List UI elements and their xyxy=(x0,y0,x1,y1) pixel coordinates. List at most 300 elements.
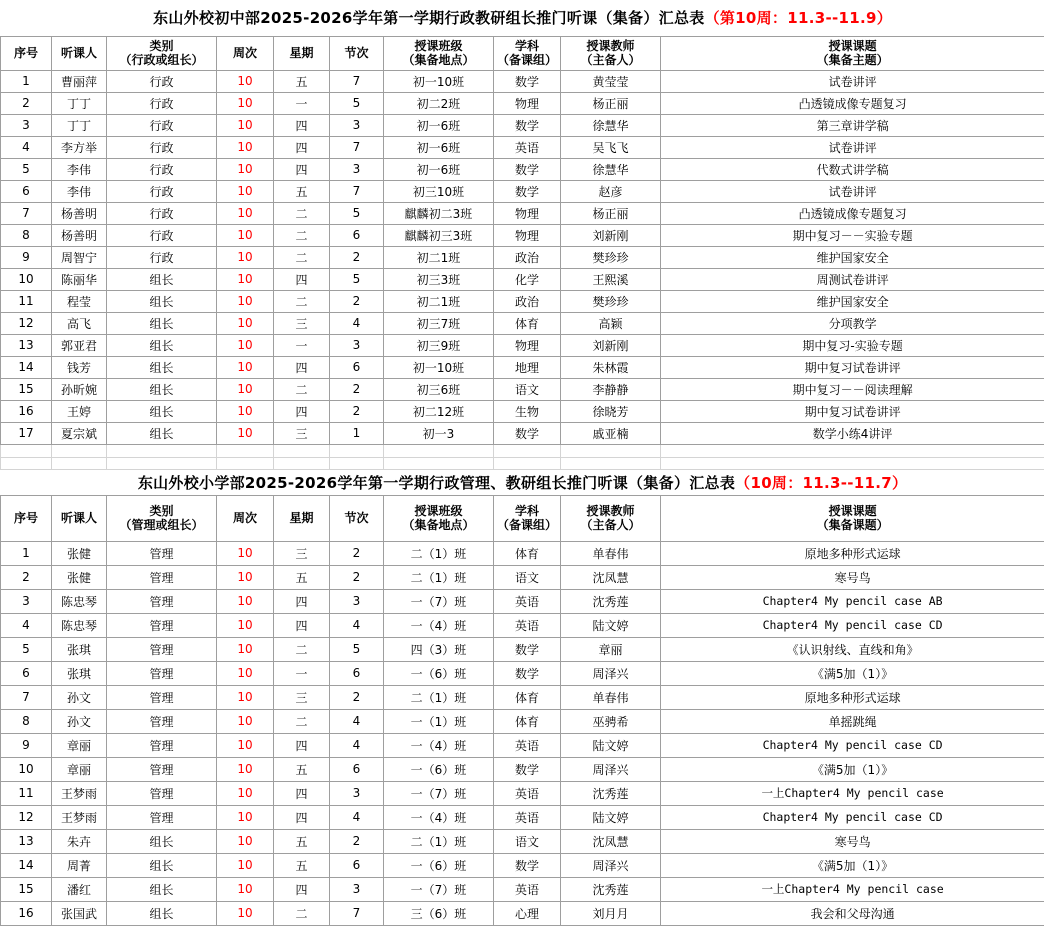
cell-subject[interactable]: 数学 xyxy=(494,637,561,661)
cell-category[interactable]: 组长 xyxy=(107,312,217,334)
cell-weekday[interactable]: 二 xyxy=(274,901,330,925)
table1-header-teacher[interactable] xyxy=(561,36,661,70)
cell-week[interactable]: 10 xyxy=(217,661,274,685)
cell-index[interactable]: 6 xyxy=(1,661,52,685)
cell-teacher[interactable]: 陆文婷 xyxy=(561,805,661,829)
cell-period[interactable]: 2 xyxy=(330,378,384,400)
cell-topic[interactable]: 期中复习-实验专题 xyxy=(661,334,1044,356)
cell-subject[interactable]: 数学 xyxy=(494,757,561,781)
cell-subject[interactable]: 英语 xyxy=(494,805,561,829)
cell-index[interactable]: 1 xyxy=(1,70,52,92)
cell-subject[interactable]: 心理 xyxy=(494,901,561,925)
cell-teacher[interactable]: 樊珍珍 xyxy=(561,290,661,312)
cell-class[interactable]: 二（1）班 xyxy=(384,541,494,565)
cell-teacher[interactable]: 黄莹莹 xyxy=(561,70,661,92)
cell-index[interactable]: 13 xyxy=(1,829,52,853)
cell-category[interactable]: 管理 xyxy=(107,709,217,733)
cell-class[interactable]: 一（6）班 xyxy=(384,661,494,685)
cell-class[interactable]: 一（6）班 xyxy=(384,757,494,781)
cell-teacher[interactable]: 徐晓芳 xyxy=(561,400,661,422)
cell-period[interactable]: 6 xyxy=(330,224,384,246)
cell-weekday[interactable]: 二 xyxy=(274,224,330,246)
cell-class[interactable]: 初三7班 xyxy=(384,312,494,334)
cell-weekday[interactable]: 五 xyxy=(274,180,330,202)
cell-period[interactable]: 6 xyxy=(330,853,384,877)
cell-period[interactable]: 2 xyxy=(330,685,384,709)
cell-category[interactable]: 管理 xyxy=(107,637,217,661)
cell-listener[interactable]: 高飞 xyxy=(52,312,107,334)
cell-index[interactable]: 4 xyxy=(1,136,52,158)
cell-topic[interactable]: 期中复习－－实验专题 xyxy=(661,224,1044,246)
cell-week[interactable]: 10 xyxy=(217,334,274,356)
cell-period[interactable]: 3 xyxy=(330,158,384,180)
cell-week[interactable]: 10 xyxy=(217,202,274,224)
cell-class[interactable]: 一（4）班 xyxy=(384,805,494,829)
blank-cell[interactable] xyxy=(661,457,1044,469)
cell-listener[interactable]: 王梦雨 xyxy=(52,805,107,829)
cell-week[interactable]: 10 xyxy=(217,853,274,877)
cell-index[interactable]: 10 xyxy=(1,268,52,290)
cell-teacher[interactable]: 高颖 xyxy=(561,312,661,334)
cell-category[interactable]: 管理 xyxy=(107,733,217,757)
cell-teacher[interactable]: 陆文婷 xyxy=(561,613,661,637)
cell-subject[interactable]: 体育 xyxy=(494,541,561,565)
cell-class[interactable]: 一（1）班 xyxy=(384,709,494,733)
cell-topic[interactable]: 《满5加（1）》 xyxy=(661,853,1044,877)
cell-index[interactable]: 14 xyxy=(1,356,52,378)
cell-listener[interactable]: 曹丽萍 xyxy=(52,70,107,92)
cell-class[interactable]: 二（1）班 xyxy=(384,565,494,589)
blank-cell[interactable] xyxy=(274,444,330,457)
cell-class[interactable]: 初一6班 xyxy=(384,158,494,180)
cell-class[interactable]: 初二1班 xyxy=(384,246,494,268)
cell-period[interactable]: 6 xyxy=(330,757,384,781)
cell-category[interactable]: 管理 xyxy=(107,541,217,565)
cell-index[interactable]: 3 xyxy=(1,114,52,136)
cell-topic[interactable]: 周测试卷讲评 xyxy=(661,268,1044,290)
cell-week[interactable]: 10 xyxy=(217,136,274,158)
cell-teacher[interactable]: 王熙溪 xyxy=(561,268,661,290)
cell-topic[interactable]: 期中复习试卷讲评 xyxy=(661,400,1044,422)
cell-teacher[interactable]: 沈秀莲 xyxy=(561,877,661,901)
cell-weekday[interactable]: 四 xyxy=(274,781,330,805)
cell-subject[interactable]: 物理 xyxy=(494,202,561,224)
cell-listener[interactable]: 杨善明 xyxy=(52,224,107,246)
table1-header-topic[interactable] xyxy=(661,36,1044,70)
cell-listener[interactable]: 陈忠琴 xyxy=(52,589,107,613)
cell-subject[interactable]: 数学 xyxy=(494,422,561,444)
blank-cell[interactable] xyxy=(274,457,330,469)
cell-teacher[interactable]: 徐慧华 xyxy=(561,158,661,180)
cell-week[interactable]: 10 xyxy=(217,829,274,853)
cell-period[interactable]: 3 xyxy=(330,589,384,613)
table2-header-class[interactable] xyxy=(384,495,494,541)
blank-cell[interactable] xyxy=(217,457,274,469)
cell-topic[interactable]: 代数式讲学稿 xyxy=(661,158,1044,180)
cell-teacher[interactable]: 周泽兴 xyxy=(561,757,661,781)
cell-week[interactable]: 10 xyxy=(217,685,274,709)
cell-subject[interactable]: 英语 xyxy=(494,136,561,158)
cell-topic[interactable]: 试卷讲评 xyxy=(661,180,1044,202)
cell-category[interactable]: 管理 xyxy=(107,781,217,805)
cell-subject[interactable]: 英语 xyxy=(494,877,561,901)
cell-class[interactable]: 麒麟初二3班 xyxy=(384,202,494,224)
cell-index[interactable]: 1 xyxy=(1,541,52,565)
blank-cell[interactable] xyxy=(384,457,494,469)
cell-weekday[interactable]: 五 xyxy=(274,757,330,781)
cell-weekday[interactable]: 四 xyxy=(274,805,330,829)
cell-period[interactable]: 1 xyxy=(330,422,384,444)
blank-cell[interactable] xyxy=(1,444,52,457)
cell-index[interactable]: 8 xyxy=(1,709,52,733)
cell-period[interactable]: 4 xyxy=(330,709,384,733)
cell-period[interactable]: 2 xyxy=(330,290,384,312)
cell-teacher[interactable]: 杨正丽 xyxy=(561,92,661,114)
cell-topic[interactable]: 维护国家安全 xyxy=(661,290,1044,312)
cell-listener[interactable]: 丁丁 xyxy=(52,92,107,114)
cell-period[interactable]: 2 xyxy=(330,829,384,853)
cell-week[interactable]: 10 xyxy=(217,422,274,444)
cell-week[interactable]: 10 xyxy=(217,733,274,757)
cell-subject[interactable]: 英语 xyxy=(494,589,561,613)
cell-teacher[interactable]: 樊珍珍 xyxy=(561,246,661,268)
cell-listener[interactable]: 张健 xyxy=(52,541,107,565)
cell-teacher[interactable]: 周泽兴 xyxy=(561,661,661,685)
cell-week[interactable]: 10 xyxy=(217,757,274,781)
cell-subject[interactable]: 数学 xyxy=(494,661,561,685)
cell-topic[interactable]: 单摇跳绳 xyxy=(661,709,1044,733)
cell-class[interactable]: 一（7）班 xyxy=(384,877,494,901)
cell-topic[interactable]: 试卷讲评 xyxy=(661,136,1044,158)
cell-weekday[interactable]: 四 xyxy=(274,400,330,422)
cell-period[interactable]: 6 xyxy=(330,356,384,378)
cell-weekday[interactable]: 三 xyxy=(274,312,330,334)
cell-subject[interactable]: 政治 xyxy=(494,246,561,268)
cell-category[interactable]: 组长 xyxy=(107,356,217,378)
cell-weekday[interactable]: 五 xyxy=(274,565,330,589)
cell-subject[interactable]: 英语 xyxy=(494,781,561,805)
blank-cell[interactable] xyxy=(52,444,107,457)
cell-weekday[interactable]: 二 xyxy=(274,709,330,733)
cell-listener[interactable]: 钱芳 xyxy=(52,356,107,378)
cell-week[interactable]: 10 xyxy=(217,400,274,422)
cell-teacher[interactable]: 沈凤慧 xyxy=(561,829,661,853)
cell-subject[interactable]: 生物 xyxy=(494,400,561,422)
cell-class[interactable]: 初一6班 xyxy=(384,136,494,158)
cell-weekday[interactable]: 一 xyxy=(274,661,330,685)
cell-topic[interactable]: 《满5加（1）》 xyxy=(661,757,1044,781)
cell-topic[interactable]: 《认识射线、直线和角》 xyxy=(661,637,1044,661)
cell-topic[interactable]: 原地多种形式运球 xyxy=(661,685,1044,709)
cell-subject[interactable]: 体育 xyxy=(494,709,561,733)
cell-class[interactable]: 初二2班 xyxy=(384,92,494,114)
cell-period[interactable]: 2 xyxy=(330,541,384,565)
cell-category[interactable]: 组长 xyxy=(107,853,217,877)
cell-index[interactable]: 12 xyxy=(1,312,52,334)
blank-cell[interactable] xyxy=(330,444,384,457)
cell-subject[interactable]: 物理 xyxy=(494,224,561,246)
cell-listener[interactable]: 章丽 xyxy=(52,733,107,757)
table1-header-week[interactable] xyxy=(217,36,274,70)
table2-header-subject[interactable] xyxy=(494,495,561,541)
cell-teacher[interactable]: 沈秀莲 xyxy=(561,589,661,613)
cell-category[interactable]: 管理 xyxy=(107,805,217,829)
cell-period[interactable]: 5 xyxy=(330,92,384,114)
cell-period[interactable]: 5 xyxy=(330,202,384,224)
cell-topic[interactable]: 分项教学 xyxy=(661,312,1044,334)
cell-index[interactable]: 7 xyxy=(1,202,52,224)
cell-topic[interactable]: 期中复习试卷讲评 xyxy=(661,356,1044,378)
cell-index[interactable]: 2 xyxy=(1,92,52,114)
cell-listener[interactable]: 周菁 xyxy=(52,853,107,877)
cell-listener[interactable]: 夏宗斌 xyxy=(52,422,107,444)
cell-class[interactable]: 初一3 xyxy=(384,422,494,444)
cell-weekday[interactable]: 二 xyxy=(274,637,330,661)
cell-index[interactable]: 10 xyxy=(1,757,52,781)
cell-index[interactable]: 2 xyxy=(1,565,52,589)
cell-class[interactable]: 麒麟初三3班 xyxy=(384,224,494,246)
table2-header-teacher[interactable] xyxy=(561,495,661,541)
blank-cell[interactable] xyxy=(661,444,1044,457)
cell-weekday[interactable]: 二 xyxy=(274,202,330,224)
cell-week[interactable]: 10 xyxy=(217,781,274,805)
cell-listener[interactable]: 陈忠琴 xyxy=(52,613,107,637)
table1-header-category[interactable] xyxy=(107,36,217,70)
cell-listener[interactable]: 张国武 xyxy=(52,901,107,925)
cell-subject[interactable]: 数学 xyxy=(494,853,561,877)
cell-week[interactable]: 10 xyxy=(217,92,274,114)
table1-header-weekday[interactable] xyxy=(274,36,330,70)
cell-category[interactable]: 行政 xyxy=(107,158,217,180)
table2-header-category[interactable] xyxy=(107,495,217,541)
cell-weekday[interactable]: 五 xyxy=(274,829,330,853)
cell-class[interactable]: 初三9班 xyxy=(384,334,494,356)
cell-category[interactable]: 行政 xyxy=(107,180,217,202)
cell-class[interactable]: 初一10班 xyxy=(384,70,494,92)
cell-week[interactable]: 10 xyxy=(217,877,274,901)
cell-category[interactable]: 管理 xyxy=(107,661,217,685)
cell-teacher[interactable]: 戚亚楠 xyxy=(561,422,661,444)
table1-header-class[interactable] xyxy=(384,36,494,70)
cell-category[interactable]: 组长 xyxy=(107,400,217,422)
cell-class[interactable]: 一（7）班 xyxy=(384,781,494,805)
cell-subject[interactable]: 数学 xyxy=(494,114,561,136)
cell-class[interactable]: 一（4）班 xyxy=(384,613,494,637)
cell-weekday[interactable]: 二 xyxy=(274,290,330,312)
cell-week[interactable]: 10 xyxy=(217,180,274,202)
cell-teacher[interactable]: 单春伟 xyxy=(561,541,661,565)
cell-week[interactable]: 10 xyxy=(217,709,274,733)
cell-listener[interactable]: 张琪 xyxy=(52,661,107,685)
cell-category[interactable]: 管理 xyxy=(107,613,217,637)
cell-week[interactable]: 10 xyxy=(217,356,274,378)
cell-listener[interactable]: 孙文 xyxy=(52,685,107,709)
cell-period[interactable]: 3 xyxy=(330,877,384,901)
table2-header-week[interactable] xyxy=(217,495,274,541)
cell-period[interactable]: 4 xyxy=(330,613,384,637)
cell-subject[interactable]: 政治 xyxy=(494,290,561,312)
cell-period[interactable]: 6 xyxy=(330,661,384,685)
cell-index[interactable]: 6 xyxy=(1,180,52,202)
cell-subject[interactable]: 体育 xyxy=(494,312,561,334)
cell-teacher[interactable]: 徐慧华 xyxy=(561,114,661,136)
cell-index[interactable]: 11 xyxy=(1,290,52,312)
cell-category[interactable]: 组长 xyxy=(107,334,217,356)
cell-period[interactable]: 2 xyxy=(330,565,384,589)
cell-week[interactable]: 10 xyxy=(217,565,274,589)
cell-teacher[interactable]: 巫骋希 xyxy=(561,709,661,733)
cell-period[interactable]: 5 xyxy=(330,268,384,290)
cell-listener[interactable]: 郭亚君 xyxy=(52,334,107,356)
blank-cell[interactable] xyxy=(217,444,274,457)
blank-cell[interactable] xyxy=(107,444,217,457)
blank-cell[interactable] xyxy=(384,444,494,457)
cell-weekday[interactable]: 四 xyxy=(274,136,330,158)
cell-subject[interactable]: 物理 xyxy=(494,334,561,356)
cell-week[interactable]: 10 xyxy=(217,541,274,565)
cell-category[interactable]: 组长 xyxy=(107,877,217,901)
cell-period[interactable]: 4 xyxy=(330,312,384,334)
table2-title[interactable] xyxy=(1,469,1044,495)
cell-category[interactable]: 管理 xyxy=(107,685,217,709)
cell-category[interactable]: 管理 xyxy=(107,589,217,613)
cell-index[interactable]: 3 xyxy=(1,589,52,613)
cell-subject[interactable]: 数学 xyxy=(494,70,561,92)
cell-teacher[interactable]: 周泽兴 xyxy=(561,853,661,877)
cell-topic[interactable]: 维护国家安全 xyxy=(661,246,1044,268)
blank-cell[interactable] xyxy=(561,457,661,469)
cell-weekday[interactable]: 一 xyxy=(274,334,330,356)
cell-class[interactable]: 初三3班 xyxy=(384,268,494,290)
cell-listener[interactable]: 张健 xyxy=(52,565,107,589)
cell-subject[interactable]: 体育 xyxy=(494,685,561,709)
cell-weekday[interactable]: 四 xyxy=(274,733,330,757)
cell-period[interactable]: 5 xyxy=(330,637,384,661)
cell-index[interactable]: 16 xyxy=(1,400,52,422)
cell-category[interactable]: 行政 xyxy=(107,70,217,92)
cell-weekday[interactable]: 四 xyxy=(274,877,330,901)
cell-teacher[interactable]: 赵彦 xyxy=(561,180,661,202)
cell-weekday[interactable]: 四 xyxy=(274,589,330,613)
cell-listener[interactable]: 丁丁 xyxy=(52,114,107,136)
table2-header-weekday[interactable] xyxy=(274,495,330,541)
cell-class[interactable]: 二（1）班 xyxy=(384,829,494,853)
table1-title[interactable] xyxy=(1,0,1044,36)
cell-weekday[interactable]: 四 xyxy=(274,114,330,136)
cell-index[interactable]: 8 xyxy=(1,224,52,246)
cell-listener[interactable]: 杨善明 xyxy=(52,202,107,224)
cell-index[interactable]: 17 xyxy=(1,422,52,444)
cell-index[interactable]: 5 xyxy=(1,637,52,661)
cell-topic[interactable]: 一上Chapter4 My pencil case xyxy=(661,781,1044,805)
cell-topic[interactable]: 寒号鸟 xyxy=(661,565,1044,589)
cell-week[interactable]: 10 xyxy=(217,901,274,925)
cell-class[interactable]: 一（6）班 xyxy=(384,853,494,877)
table2-header-listener[interactable] xyxy=(52,495,107,541)
cell-teacher[interactable]: 陆文婷 xyxy=(561,733,661,757)
cell-listener[interactable]: 张琪 xyxy=(52,637,107,661)
cell-subject[interactable]: 物理 xyxy=(494,92,561,114)
cell-listener[interactable]: 孙文 xyxy=(52,709,107,733)
cell-class[interactable]: 四（3）班 xyxy=(384,637,494,661)
cell-class[interactable]: 初一10班 xyxy=(384,356,494,378)
cell-listener[interactable]: 朱卉 xyxy=(52,829,107,853)
cell-weekday[interactable]: 四 xyxy=(274,613,330,637)
cell-week[interactable]: 10 xyxy=(217,613,274,637)
cell-category[interactable]: 组长 xyxy=(107,422,217,444)
cell-topic[interactable]: Chapter4 My pencil case CD xyxy=(661,613,1044,637)
cell-topic[interactable]: Chapter4 My pencil case CD xyxy=(661,805,1044,829)
cell-period[interactable]: 3 xyxy=(330,334,384,356)
blank-cell[interactable] xyxy=(561,444,661,457)
cell-index[interactable]: 16 xyxy=(1,901,52,925)
cell-teacher[interactable]: 沈凤慧 xyxy=(561,565,661,589)
cell-period[interactable]: 3 xyxy=(330,114,384,136)
cell-class[interactable]: 初三6班 xyxy=(384,378,494,400)
cell-subject[interactable]: 语文 xyxy=(494,378,561,400)
cell-listener[interactable]: 孙昕婉 xyxy=(52,378,107,400)
cell-subject[interactable]: 语文 xyxy=(494,565,561,589)
cell-teacher[interactable]: 李静静 xyxy=(561,378,661,400)
cell-weekday[interactable]: 五 xyxy=(274,70,330,92)
cell-week[interactable]: 10 xyxy=(217,224,274,246)
cell-weekday[interactable]: 一 xyxy=(274,92,330,114)
table2-header-topic[interactable] xyxy=(661,495,1044,541)
cell-class[interactable]: 二（1）班 xyxy=(384,685,494,709)
cell-week[interactable]: 10 xyxy=(217,312,274,334)
cell-category[interactable]: 组长 xyxy=(107,290,217,312)
cell-weekday[interactable]: 三 xyxy=(274,685,330,709)
cell-week[interactable]: 10 xyxy=(217,290,274,312)
cell-topic[interactable]: 我会和父母沟通 xyxy=(661,901,1044,925)
cell-teacher[interactable]: 朱林霞 xyxy=(561,356,661,378)
cell-weekday[interactable]: 三 xyxy=(274,422,330,444)
cell-topic[interactable]: 凸透镜成像专题复习 xyxy=(661,92,1044,114)
cell-weekday[interactable]: 三 xyxy=(274,541,330,565)
cell-week[interactable]: 10 xyxy=(217,158,274,180)
table1-header-listener[interactable] xyxy=(52,36,107,70)
cell-period[interactable]: 2 xyxy=(330,400,384,422)
cell-topic[interactable]: 一上Chapter4 My pencil case xyxy=(661,877,1044,901)
cell-teacher[interactable]: 杨正丽 xyxy=(561,202,661,224)
cell-index[interactable]: 9 xyxy=(1,733,52,757)
cell-class[interactable]: 初二1班 xyxy=(384,290,494,312)
cell-topic[interactable]: 寒号鸟 xyxy=(661,829,1044,853)
cell-listener[interactable]: 程莹 xyxy=(52,290,107,312)
cell-topic[interactable]: 第三章讲学稿 xyxy=(661,114,1044,136)
cell-week[interactable]: 10 xyxy=(217,589,274,613)
cell-category[interactable]: 行政 xyxy=(107,224,217,246)
blank-cell[interactable] xyxy=(52,457,107,469)
cell-listener[interactable]: 周智宁 xyxy=(52,246,107,268)
cell-period[interactable]: 4 xyxy=(330,805,384,829)
cell-category[interactable]: 管理 xyxy=(107,565,217,589)
cell-category[interactable]: 行政 xyxy=(107,246,217,268)
cell-topic[interactable]: Chapter4 My pencil case CD xyxy=(661,733,1044,757)
cell-period[interactable]: 2 xyxy=(330,246,384,268)
table1-header-index[interactable] xyxy=(1,36,52,70)
cell-class[interactable]: 一（4）班 xyxy=(384,733,494,757)
cell-subject[interactable]: 英语 xyxy=(494,733,561,757)
cell-teacher[interactable]: 沈秀莲 xyxy=(561,781,661,805)
table1-header-subject[interactable] xyxy=(494,36,561,70)
cell-class[interactable]: 初三10班 xyxy=(384,180,494,202)
cell-listener[interactable]: 王梦雨 xyxy=(52,781,107,805)
cell-listener[interactable]: 王婷 xyxy=(52,400,107,422)
cell-teacher[interactable]: 章丽 xyxy=(561,637,661,661)
cell-listener[interactable]: 陈丽华 xyxy=(52,268,107,290)
cell-category[interactable]: 管理 xyxy=(107,757,217,781)
